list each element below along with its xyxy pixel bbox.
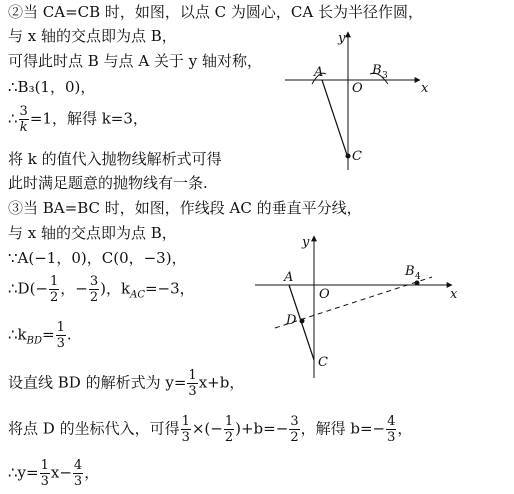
line-substitute-d: 将点 D 的坐标代入，可得 $\frac{1}{3}$ ×(− $\frac{1}{2}$ )+b=− $\frac{3}{2}$ ，解得 b=− $\frac{4}{3}$ ， (8, 414, 413, 445)
fraction-3-over-k: $\frac{3}{k}$ (19, 104, 28, 135)
label-a: A (314, 65, 324, 80)
therefore-symbol: ∴ (8, 109, 18, 128)
line-case-2-title: ②当 CA=CB 时，如图，以点 C 为圆心，CA 长为半径作圆， (8, 3, 424, 21)
label-a-2: A (284, 270, 294, 285)
point-c (346, 154, 351, 159)
label-c-2: C (318, 355, 328, 370)
line-a-c-coords: ∵A(−1，0)，C(0，−3)， (8, 249, 187, 267)
label-y-2: y (302, 235, 310, 250)
label-x: x (421, 81, 429, 96)
label-o-2: O (319, 287, 330, 302)
label-d-2: D (286, 313, 297, 328)
line-intersection-b: 与 x 轴的交点即为点 B， (8, 27, 177, 45)
point-d (300, 319, 305, 324)
fraction-d: $\frac{4}{3}$ (387, 414, 396, 445)
solve-k-text: =1，解得 k=3， (29, 109, 148, 128)
label-b-2: B (405, 264, 415, 279)
label-o: O (352, 81, 363, 96)
line-intersection-b-2: 与 x 轴的交点即为点 B， (8, 224, 177, 242)
fraction-3-over-2: $\frac{3}{2}$ (89, 274, 99, 305)
line-b3-coord: ∴B₃(1，0)， (8, 78, 96, 96)
line-substitute-k: 将 k 的值代入抛物线解析式可得 (8, 150, 222, 168)
line-k-bd: $\therefore k_{BD}=$ $\frac{1}{3}$ . (8, 320, 72, 351)
fraction-e: $\frac{1}{3}$ (40, 458, 49, 489)
fraction-1-over-3-b: $\frac{1}{3}$ (188, 368, 197, 399)
line-bd-equation: 设直线 BD 的解析式为 y= $\frac{1}{3}$ x+b， (8, 368, 245, 399)
fraction-1-over-3: $\frac{1}{3}$ (56, 320, 65, 351)
fraction-c: $\frac{3}{2}$ (290, 414, 299, 445)
line-final-equation: ∴y= $\frac{1}{3}$ x− $\frac{4}{3}$ ， (8, 458, 100, 489)
fraction-f: $\frac{4}{3}$ (73, 458, 83, 489)
line-case-3-title: ③当 BA=BC 时，如图，作线段 AC 的垂直平分线， (8, 199, 362, 217)
label-x-2: x (450, 287, 458, 302)
label-y: y (338, 31, 346, 46)
line-d-coord: ∴D(− $\frac{1}{2}$ ，− $\frac{3}{2}$ )，$k_{AC}=-3$， (8, 274, 195, 305)
label-b: B (372, 63, 382, 78)
fraction-a: $\frac{1}{3}$ (181, 414, 190, 445)
fraction-1-over-2: $\frac{1}{2}$ (50, 274, 59, 305)
segment-ac (322, 80, 348, 158)
label-c: C (352, 149, 362, 164)
line-symmetry: 可得此时点 B 与点 A 关于 y 轴对称， (8, 52, 262, 70)
label-b-sub: 3 (382, 71, 388, 81)
label-b-sub-2: 4 (415, 272, 421, 282)
fraction-b: $\frac{1}{2}$ (224, 414, 234, 445)
line-one-parabola: 此时满足题意的抛物线有一条. (8, 174, 208, 192)
